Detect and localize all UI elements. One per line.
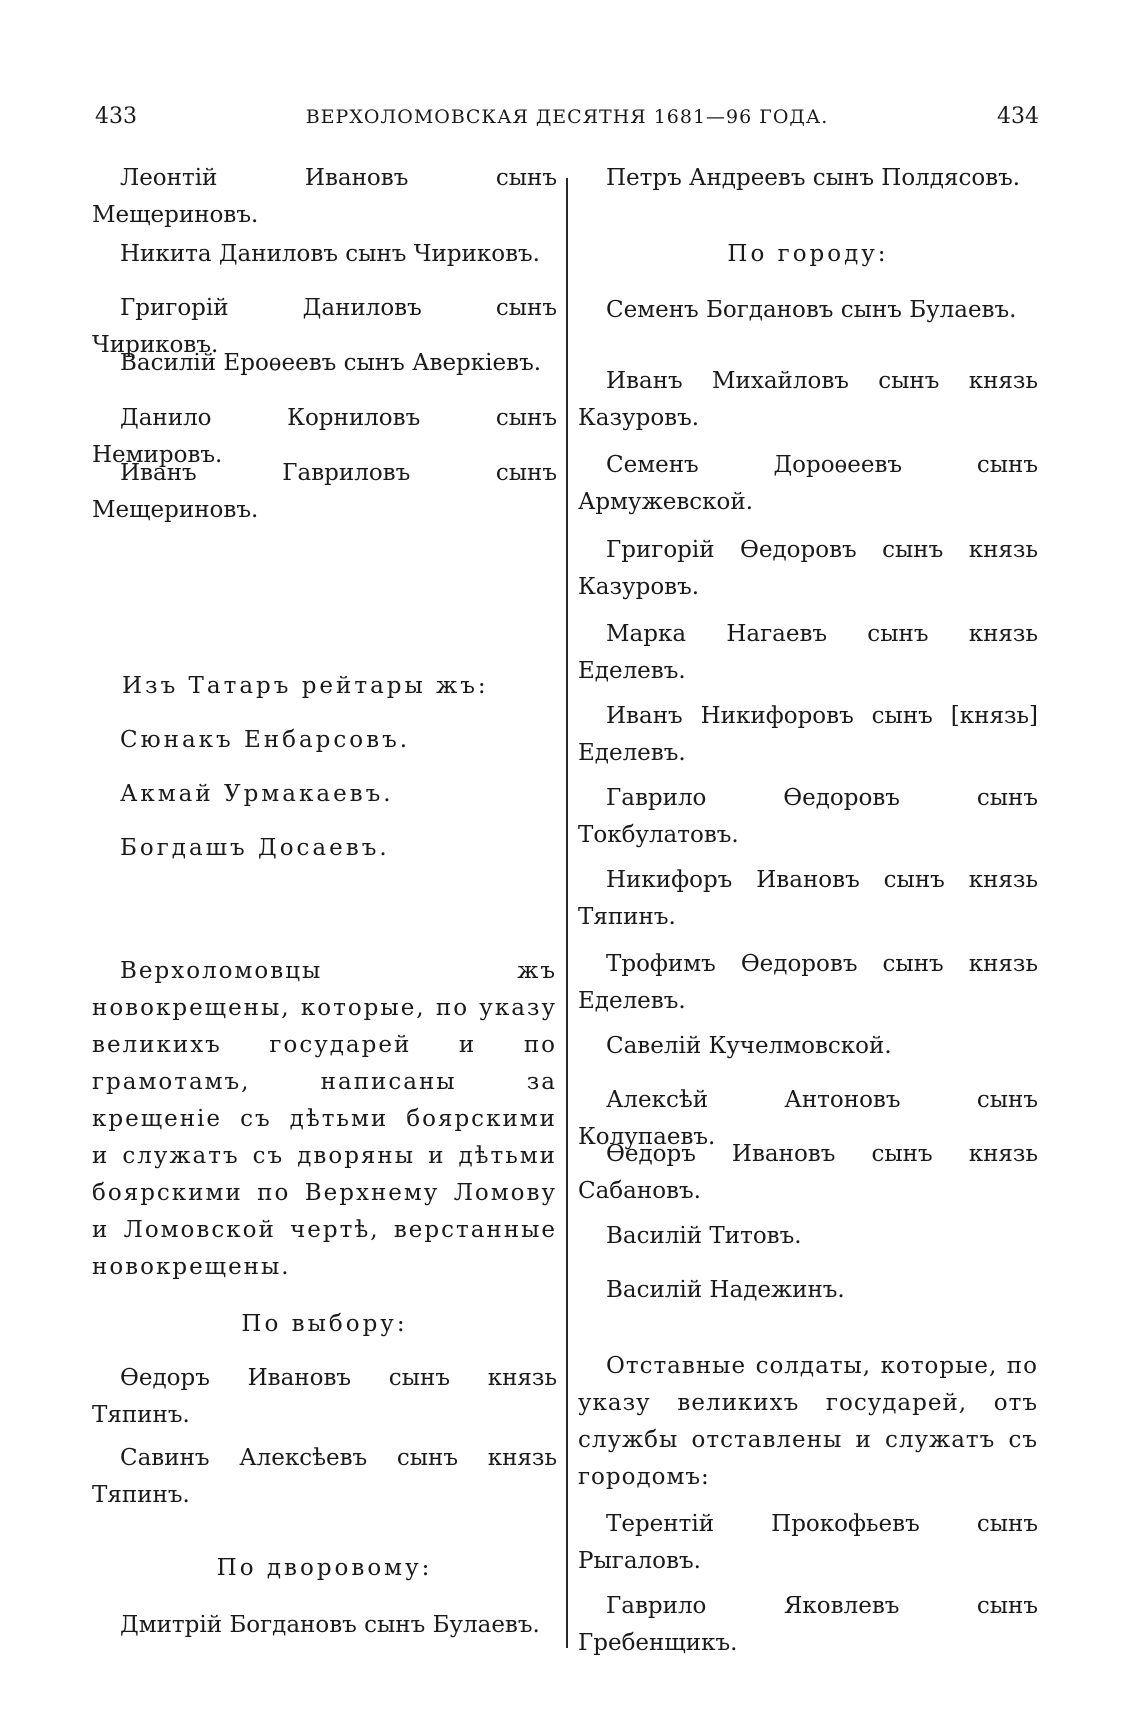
list-item: Акмай Урмакаевъ. bbox=[120, 781, 394, 807]
list-item: Гаврило Яковлевъ сынъ Гребенщикъ. bbox=[578, 1593, 1038, 1656]
list-item: Семенъ Богдановъ сынъ Булаевъ. bbox=[606, 297, 1017, 323]
page-number-left: 433 bbox=[95, 104, 137, 129]
list-item: Иванъ Гавриловъ сынъ Мещериновъ. bbox=[92, 460, 557, 523]
column-divider bbox=[566, 178, 568, 1648]
list-item: Василій Надежинъ. bbox=[606, 1277, 845, 1303]
list-item: Иванъ Никифоровъ сынъ [князь] Еделевъ. bbox=[578, 703, 1038, 766]
section-paragraph: Верхоломовцы жъ новокрещены, которые, по указу великихъ государей и по грамотамъ, написаны за крещеніе съ дѣтьми боярскими и служатъ съ дворяны и дѣтьми боярскими по Верхнему Ломову и Ломовской чертѣ, верстанные новокрещены. bbox=[92, 958, 557, 1280]
list-item: Леонтій Ивановъ сынъ Мещериновъ. bbox=[92, 165, 557, 228]
list-item: Алексѣй Антоновъ сынъ Колупаевъ. bbox=[578, 1087, 1038, 1150]
list-item: Сюнакъ Енбарсовъ. bbox=[120, 727, 411, 753]
section-heading-vybor: По выбору: bbox=[241, 1311, 408, 1337]
list-item: Григорій Ѳедоровъ сынъ князь Казуровъ. bbox=[578, 537, 1038, 600]
list-item: Терентій Прокофьевъ сынъ Рыгаловъ. bbox=[578, 1511, 1038, 1574]
list-item: Григорій Даниловъ сынъ Чириковъ. bbox=[92, 295, 557, 358]
list-item: Василій Титовъ. bbox=[606, 1223, 802, 1249]
list-item: Трофимъ Ѳедоровъ сынъ князь Еделевъ. bbox=[578, 951, 1038, 1014]
page-number-right: 434 bbox=[997, 104, 1039, 129]
list-item: Никифоръ Ивановъ сынъ князь Тяпинъ. bbox=[578, 867, 1038, 930]
list-item: Данило Корниловъ сынъ Немировъ. bbox=[92, 405, 557, 468]
section-heading-dvor: По дворовому: bbox=[216, 1555, 433, 1581]
list-item: Иванъ Михайловъ сынъ князь Казуровъ. bbox=[578, 368, 1038, 431]
list-item: Дмитрій Богдановъ сынъ Булаевъ. bbox=[120, 1612, 540, 1638]
section-heading-tatars: Изъ Татаръ рейтары жъ: bbox=[122, 673, 489, 699]
section-heading-gorod: По городу: bbox=[727, 241, 889, 267]
list-item: Савелій Кучелмовской. bbox=[606, 1033, 892, 1059]
list-item: Марка Нагаевъ сынъ князь Еделевъ. bbox=[578, 621, 1038, 684]
list-item: Савинъ Алексѣевъ сынъ князь Тяпинъ. bbox=[92, 1445, 557, 1508]
section-paragraph-retired: Отставные солдаты, которые, по указу великихъ государей, отъ службы отставлены и служатъ съ городомъ: bbox=[578, 1353, 1038, 1490]
running-title: ВЕРХОЛОМОВСКАЯ ДЕСЯТНЯ 1681—96 ГОДА. bbox=[305, 106, 829, 128]
list-item: Богдашъ Досаевъ. bbox=[120, 835, 390, 861]
list-item: Семенъ Дороѳеевъ сынъ Армужевской. bbox=[578, 452, 1038, 515]
list-item: Василій Ероѳеевъ сынъ Аверкіевъ. bbox=[120, 350, 542, 376]
list-item: Ѳедоръ Ивановъ сынъ князь Сабановъ. bbox=[578, 1141, 1038, 1204]
list-item: Никита Даниловъ сынъ Чириковъ. bbox=[120, 241, 540, 267]
running-header bbox=[92, 104, 1042, 140]
list-item: Петръ Андреевъ сынъ Полдясовъ. bbox=[606, 165, 1021, 191]
list-item: Ѳедоръ Ивановъ сынъ князь Тяпинъ. bbox=[92, 1365, 557, 1428]
list-item: Гаврило Ѳедоровъ сынъ Токбулатовъ. bbox=[578, 785, 1038, 848]
